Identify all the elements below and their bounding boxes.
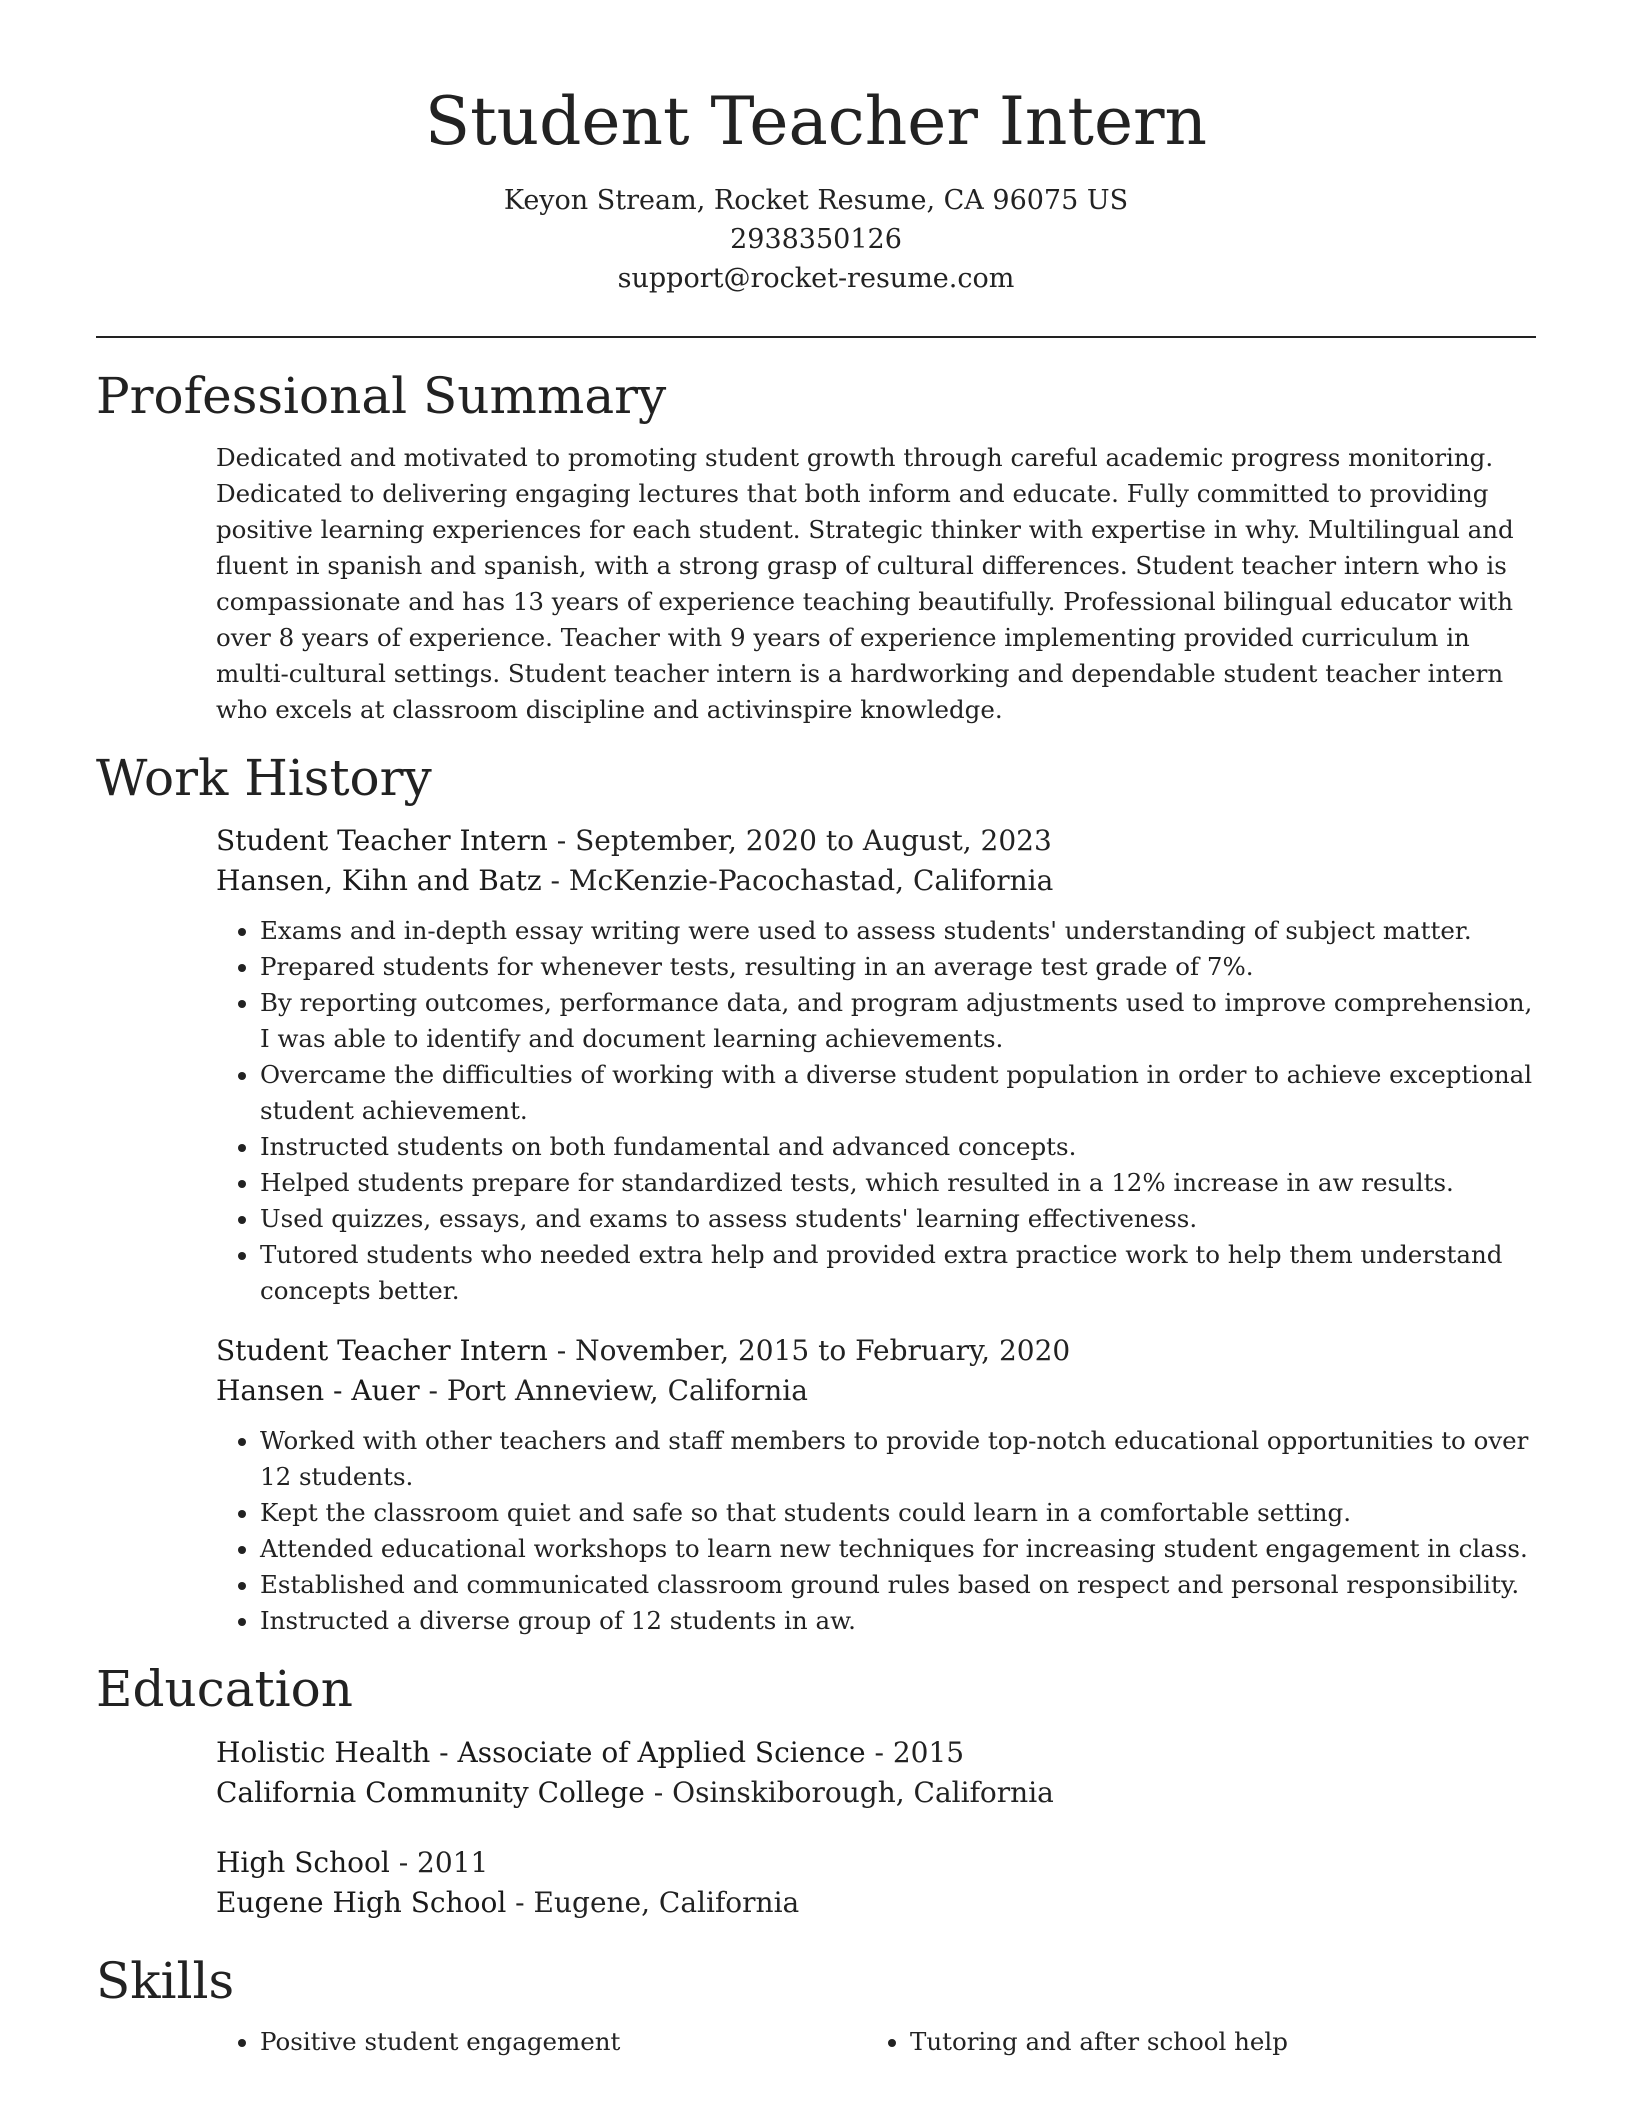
education-year: - 2015 [865, 1735, 965, 1769]
job-bullets [216, 913, 1536, 1309]
job-entry [216, 821, 1536, 1309]
job-location: - Port Anneview, California [419, 1374, 808, 1408]
job-bullet: • Attended educational workshops to learn new techniques for increasing student engagement in class. [260, 1531, 1536, 1567]
job-entry [216, 1331, 1536, 1639]
work-history-heading: Work History [96, 748, 432, 807]
skill-item: • Positive student engagement [260, 2024, 866, 2060]
education-school: California Community College [216, 1775, 645, 1809]
job-bullet: • Used quizzes, essays, and exams to assess students' learning effectiveness. [260, 1201, 1536, 1237]
education-degree: High School [216, 1845, 390, 1879]
job-bullet: • Kept the classroom quiet and safe so that students could learn in a comfortable setting. [260, 1495, 1536, 1531]
skills-heading: Skills [96, 1951, 235, 2010]
education-year: - 2011 [389, 1845, 489, 1879]
education-school-line [216, 1773, 1536, 1813]
job-bullet: • Instructed students on both fundamental and advanced concepts. [260, 1129, 1536, 1165]
job-bullet: • Exams and in-depth essay writing were used to assess students' understanding of subject matter. [260, 913, 1536, 949]
job-bullet: • By reporting outcomes, performance data, and program adjustments used to improve comprehension, I was able to identify and document learning achievements. [260, 985, 1536, 1057]
job-title-line [216, 1331, 1536, 1371]
skill-item: • Tutoring and after school help [910, 2024, 1516, 2060]
job-title: Student Teacher Intern [216, 1334, 548, 1368]
education-degree-line [216, 1843, 1536, 1883]
job-location: - McKenzie-Pacochastad, California [541, 864, 1054, 898]
job-title: Student Teacher Intern [216, 824, 548, 858]
education-entry [216, 1733, 1536, 1813]
education-location: - Osinskiborough, California [644, 1775, 1054, 1809]
education-degree-line [216, 1733, 1536, 1773]
skills-grid [216, 2024, 1536, 2060]
skills-column-right [866, 2024, 1516, 2060]
education-school: Eugene High School [216, 1885, 507, 1919]
job-bullet: • Established and communicated classroom ground rules based on respect and personal responsibility. [260, 1567, 1536, 1603]
job-bullet: • Overcame the difficulties of working with a diverse student population in order to achieve exceptional student achievement. [260, 1057, 1536, 1129]
contact-address: Keyon Stream, Rocket Resume, CA 96075 US [503, 185, 1129, 217]
job-dates: - November, 2015 to February, 2020 [547, 1334, 1071, 1368]
job-bullets [216, 1423, 1536, 1639]
summary-heading: Professional Summary [96, 367, 667, 426]
resume-header [96, 0, 1536, 298]
education-heading: Education [96, 1660, 353, 1719]
summary-section [96, 440, 1536, 728]
job-bullet: • Prepared students for whenever tests, resulting in an average test grade of 7%. [260, 949, 1536, 985]
education-entry [216, 1843, 1536, 1923]
job-dates: - September, 2020 to August, 2023 [547, 824, 1052, 858]
education-school-line [216, 1883, 1536, 1923]
education-location: - Eugene, California [506, 1885, 800, 1919]
contact-phone: 2938350126 [730, 224, 902, 256]
work-history-section [96, 821, 1536, 1639]
job-title-line [216, 821, 1536, 861]
job-bullet: • Helped students prepare for standardized tests, which resulted in a 12% increase in aw results. [260, 1165, 1536, 1201]
contact-email: support@rocket-resume.com [617, 263, 1015, 295]
job-company: Hansen - Auer [216, 1374, 420, 1408]
job-company-line [216, 1371, 1536, 1411]
job-company-line [216, 861, 1536, 901]
education-section [96, 1733, 1536, 1923]
summary-text: Dedicated and motivated to promoting student growth through careful academic progress monitoring. Dedicated to delivering engaging lectures that both inform and educate. Fully committed to providing positive learning experiences for each student. Strategic thinker with expertise in why. Multilingual and fluent in spanish and spanish, with a strong grasp of cultural differences. Student teacher intern who is compassionate and has 13 years of experience teaching beautifully. Professional bilingual educator with over 8 years of experience. Teacher with 9 years of experience implementing provided curriculum in multi-cultural settings. Student teacher intern is a hardworking and dependable student teacher intern who excels at classroom discipline and activinspire knowledge. [216, 442, 1514, 724]
job-company: Hansen, Kihn and Batz [216, 864, 542, 898]
resume-title: Student Teacher Intern [424, 83, 1208, 160]
job-bullet: • Tutored students who needed extra help and provided extra practice work to help them understand concepts better. [260, 1237, 1536, 1309]
header-divider [96, 336, 1536, 338]
job-bullet: • Instructed a diverse group of 12 students in aw. [260, 1603, 1536, 1639]
skills-column-left [216, 2024, 866, 2060]
skills-section [96, 2024, 1536, 2060]
education-degree: Holistic Health - Associate of Applied Science [216, 1735, 866, 1769]
job-bullet: • Worked with other teachers and staff members to provide top-notch educational opportunities to over 12 students. [260, 1423, 1536, 1495]
